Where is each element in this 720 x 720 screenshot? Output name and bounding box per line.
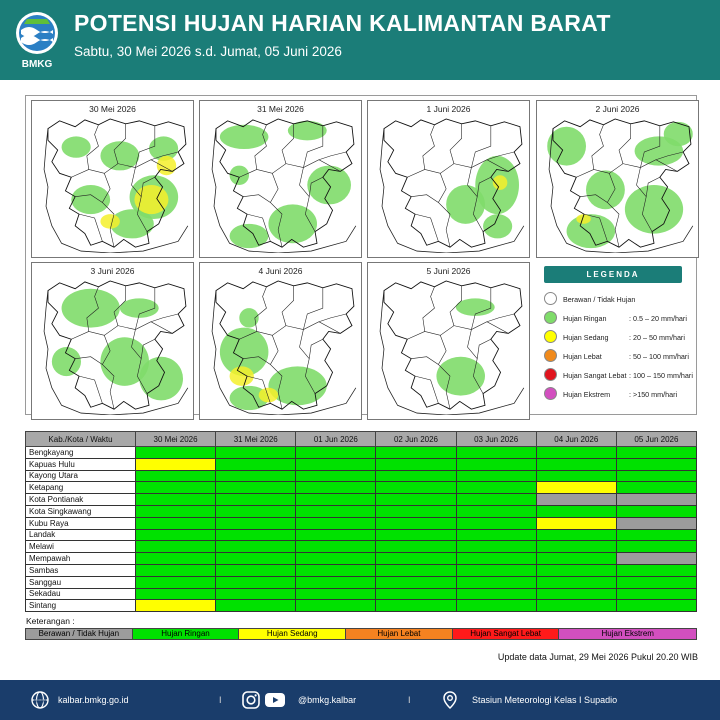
header-banner [0,0,720,80]
map-panel-title: 5 Juni 2026 [426,266,471,276]
keterangan-bar [25,628,697,640]
forecast-cell [536,564,616,576]
map-panel [536,100,699,258]
legend-item [544,310,704,326]
keterangan-label: Keterangan : [26,616,75,626]
legend-item-range: : >150 mm/hari [629,390,678,399]
table-header-date: 30 Mei 2026 [136,432,216,447]
legend-color-swatch [544,368,557,381]
legend-item [544,367,704,383]
forecast-cell [136,458,216,470]
forecast-cell [376,505,456,517]
forecast-cell [616,482,696,494]
forecast-cell [456,541,536,553]
legend-item-range: : 0.5 – 20 mm/hari [629,314,687,323]
legend-color-swatch [544,292,557,305]
table-header-date: 03 Jun 2026 [456,432,536,447]
province-map [376,117,526,253]
forecast-cell [296,553,376,565]
region-name-cell: Bengkayang [26,447,136,459]
forecast-cell [296,564,376,576]
table-row [26,505,697,517]
region-name-cell: Melawi [26,541,136,553]
forecast-cell [456,447,536,459]
forecast-cell [376,447,456,459]
keterangan-item: Hujan Ekstrem [559,629,696,639]
table-row [26,447,697,459]
footer-station: Stasiun Meteorologi Kelas I Supadio [472,695,618,705]
forecast-cell [616,505,696,517]
legend-item [544,291,704,307]
forecast-cell [296,458,376,470]
table-row [26,517,697,529]
instagram-icon[interactable] [242,691,260,709]
globe-icon [31,691,49,709]
legend-item [544,348,704,364]
forecast-cell [536,482,616,494]
table-row [26,541,697,553]
forecast-cell [216,482,296,494]
table-header-row [26,432,697,447]
bmkg-logo [14,10,60,70]
light-rain-area [664,122,693,146]
legend-item-range: : 20 – 50 mm/hari [629,333,685,342]
region-name-cell: Kota Pontianak [26,494,136,506]
legend-item-label: Hujan Sangat Lebat [563,371,627,380]
map-panel-title: 1 Juni 2026 [426,104,471,114]
forecast-cell [536,505,616,517]
forecast-cell [536,517,616,529]
table-row [26,600,697,612]
province-map [40,279,190,415]
table-row [26,529,697,541]
forecast-cell [296,447,376,459]
legend-panel [532,258,695,416]
maps-frame [25,95,697,415]
forecast-cell [616,529,696,541]
forecast-cell [296,588,376,600]
province-map [376,279,526,415]
location-pin-icon [443,691,457,709]
light-rain-area [62,289,120,328]
legend-color-swatch [544,311,557,324]
forecast-cell [376,588,456,600]
svg-text:www: www [34,698,46,705]
light-rain-area [436,357,485,396]
legend-item [544,329,704,345]
forecast-cell [136,447,216,459]
forecast-cell [456,470,536,482]
forecast-cell [296,517,376,529]
forecast-cell [136,494,216,506]
light-rain-area [100,141,139,170]
region-name-cell: Landak [26,529,136,541]
footer-separator: I [219,695,222,705]
forecast-cell [536,494,616,506]
table-row [26,470,697,482]
map-panel [367,262,530,420]
map-panel-title: 30 Mei 2026 [89,104,136,114]
map-panel [367,100,530,258]
forecast-cell [616,470,696,482]
forecast-cell [616,517,696,529]
logo-text: BMKG [21,59,53,70]
region-name-cell: Mempawah [26,553,136,565]
forecast-cell [616,600,696,612]
forecast-cell [376,482,456,494]
forecast-cell [216,553,296,565]
forecast-cell [376,470,456,482]
table-row [26,553,697,565]
moderate-rain-area [157,156,176,175]
keterangan-item: Hujan Sangat Lebat [453,629,560,639]
region-name-cell: Kubu Raya [26,517,136,529]
legend-item-label: Hujan Sedang [563,333,609,342]
light-rain-area [268,204,317,243]
forecast-cell [216,517,296,529]
light-rain-area [567,214,616,248]
light-rain-area [230,224,269,248]
forecast-cell [456,517,536,529]
forecast-cell [376,576,456,588]
table-row [26,494,697,506]
light-rain-area [62,136,91,157]
forecast-cell [296,470,376,482]
legend-item [544,386,704,402]
province-map [208,279,358,415]
light-rain-area [625,185,683,234]
forecast-cell [216,588,296,600]
legend-item-range: : 50 – 100 mm/hari [629,352,689,361]
legend-color-swatch [544,387,557,400]
forecast-cell [296,600,376,612]
light-rain-area [446,185,485,224]
map-panel [199,262,362,420]
forecast-cell [376,600,456,612]
forecast-cell [456,458,536,470]
forecast-cell [536,470,616,482]
forecast-cell [376,541,456,553]
forecast-cell [216,564,296,576]
forecast-cell [456,494,536,506]
footer-separator: I [408,695,411,705]
light-rain-area [139,357,183,401]
update-text: Update data Jumat, 29 Mei 2026 Pukul 20.20 WIB [497,652,698,662]
keterangan-item: Hujan Lebat [346,629,453,639]
forecast-cell [216,576,296,588]
moderate-rain-area [259,388,278,403]
map-panel [31,262,194,420]
forecast-cell [216,541,296,553]
forecast-cell [456,529,536,541]
table-row [26,458,697,470]
forecast-cell [616,494,696,506]
light-rain-area [268,366,326,405]
forecast-cell [376,494,456,506]
forecast-cell [216,458,296,470]
forecast-cell [136,553,216,565]
forecast-cell [216,494,296,506]
table-row [26,588,697,600]
forecast-cell [136,600,216,612]
forecast-cell [456,505,536,517]
table-row [26,482,697,494]
forecast-cell [456,600,536,612]
table-header-date: 31 Mei 2026 [216,432,296,447]
light-rain-area [586,170,625,209]
legend-item-label: Hujan Lebat [563,352,602,361]
legend-title: LEGENDA [544,266,682,283]
moderate-rain-area [134,185,168,214]
map-panel-title: 4 Juni 2026 [258,266,303,276]
legend-item-label: Hujan Ekstrem [563,390,611,399]
forecast-cell [136,564,216,576]
forecast-cell [216,447,296,459]
forecast-cell [456,564,536,576]
map-panel [31,100,194,258]
forecast-cell [136,470,216,482]
province-map [40,117,190,253]
map-panel-title: 2 Juni 2026 [595,104,640,114]
table-header-date: 04 Jun 2026 [536,432,616,447]
region-name-cell: Ketapang [26,482,136,494]
page-subtitle: Sabtu, 30 Mei 2026 s.d. Jumat, 05 Juni 2026 [74,44,342,59]
forecast-cell [376,564,456,576]
province-map [545,117,695,253]
light-rain-area [456,298,495,315]
forecast-cell [136,541,216,553]
bmkg-emblem-icon [14,10,60,56]
forecast-table [25,431,697,612]
keterangan-item: Hujan Sedang [239,629,346,639]
forecast-cell [616,458,696,470]
table-header-region: Kab./Kota / Waktu [26,432,136,447]
youtube-icon[interactable] [265,693,285,707]
table-row [26,564,697,576]
table-header-date: 02 Jun 2026 [376,432,456,447]
forecast-cell [616,541,696,553]
forecast-cell [616,564,696,576]
forecast-cell [136,482,216,494]
region-name-cell: Sambas [26,564,136,576]
forecast-cell [616,553,696,565]
forecast-cell [296,494,376,506]
region-name-cell: Sekadau [26,588,136,600]
forecast-cell [296,529,376,541]
region-name-cell: Sanggau [26,576,136,588]
table-header-date: 01 Jun 2026 [296,432,376,447]
map-panel [199,100,362,258]
forecast-cell [456,553,536,565]
forecast-cell [136,517,216,529]
forecast-cell [216,600,296,612]
map-panel-title: 31 Mei 2026 [257,104,304,114]
forecast-cell [456,576,536,588]
region-name-cell: Kota Singkawang [26,505,136,517]
moderate-rain-area [230,366,254,385]
province-map [208,117,358,253]
forecast-cell [376,529,456,541]
footer [0,680,720,720]
forecast-cell [376,458,456,470]
legend-color-swatch [544,349,557,362]
legend-item-range: : 100 – 150 mm/hari [629,371,693,380]
map-panel-title: 3 Juni 2026 [90,266,135,276]
forecast-cell [216,529,296,541]
moderate-rain-area [100,214,119,229]
forecast-cell [536,458,616,470]
forecast-cell [536,553,616,565]
light-rain-area [220,125,269,149]
forecast-cell [136,588,216,600]
footer-website-link[interactable]: kalbar.bmkg.go.id [58,695,129,705]
legend-color-swatch [544,330,557,343]
forecast-cell [616,588,696,600]
forecast-cell [136,576,216,588]
forecast-table-wrap [25,431,697,612]
forecast-cell [296,541,376,553]
forecast-cell [536,588,616,600]
region-name-cell: Kayong Utara [26,470,136,482]
footer-social-handle[interactable]: @bmkg.kalbar [298,695,357,705]
keterangan-item: Hujan Ringan [133,629,240,639]
forecast-cell [376,517,456,529]
forecast-cell [136,505,216,517]
forecast-cell [536,541,616,553]
forecast-cell [536,600,616,612]
legend-item-label: Berawan / Tidak Hujan [563,295,636,304]
forecast-cell [296,482,376,494]
forecast-cell [456,588,536,600]
forecast-cell [536,576,616,588]
forecast-cell [296,576,376,588]
table-row [26,576,697,588]
forecast-cell [616,447,696,459]
forecast-cell [616,576,696,588]
region-name-cell: Kapuas Hulu [26,458,136,470]
page-title: POTENSI HUJAN HARIAN KALIMANTAN BARAT [74,10,611,36]
forecast-cell [216,470,296,482]
forecast-cell [536,447,616,459]
keterangan-item: Berawan / Tidak Hujan [26,629,133,639]
forecast-cell [456,482,536,494]
forecast-cell [536,529,616,541]
legend-item-label: Hujan Ringan [563,314,607,323]
forecast-cell [376,553,456,565]
table-header-date: 05 Jun 2026 [616,432,696,447]
forecast-cell [216,505,296,517]
forecast-cell [296,505,376,517]
forecast-cell [136,529,216,541]
region-name-cell: Sintang [26,600,136,612]
